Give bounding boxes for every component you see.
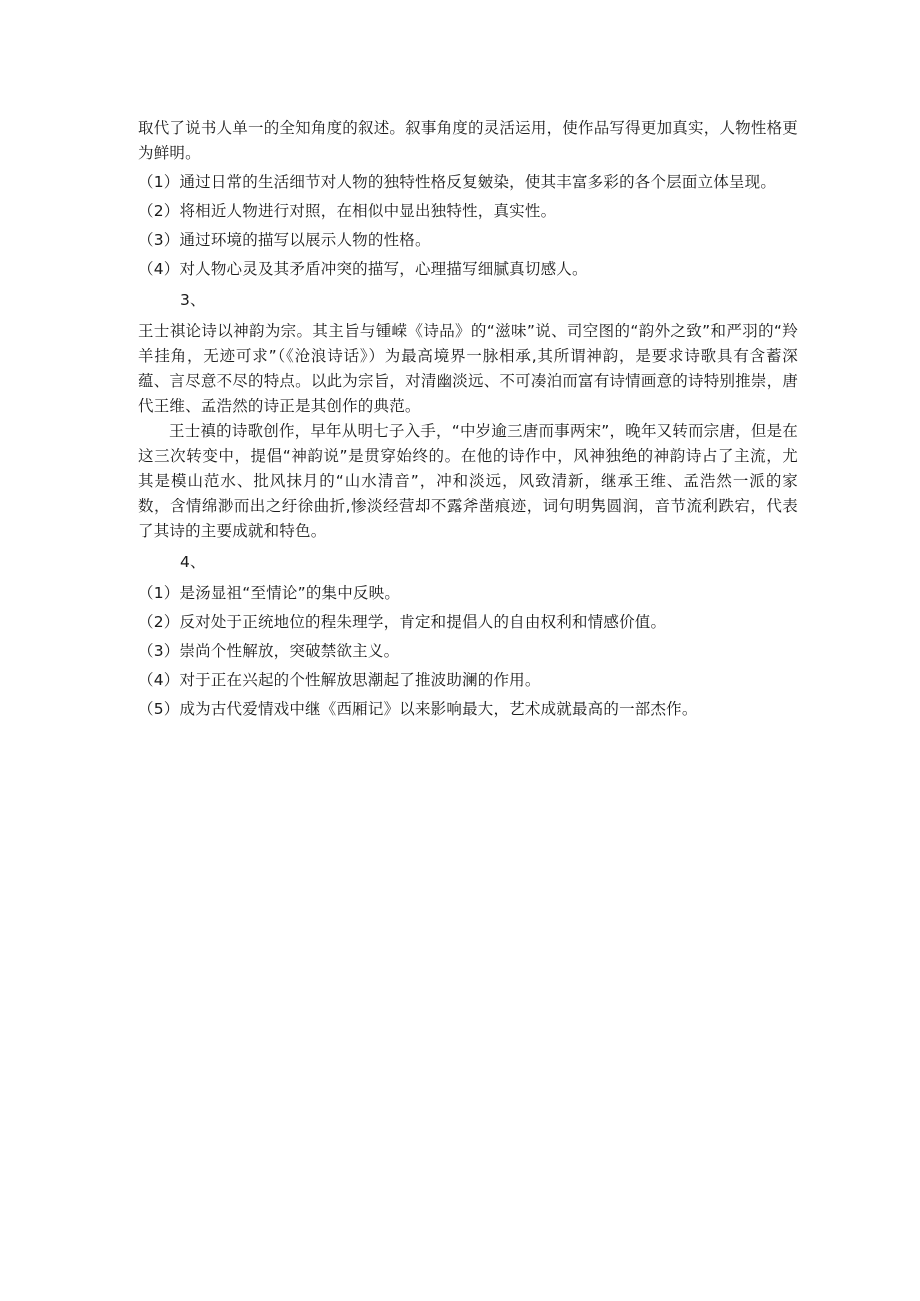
list-item: （3）通过环境的描写以展示人物的性格。 [138,231,431,249]
list-item: （1）通过日常的生活细节对人物的独特性格反复皴染，使其丰富多彩的各个层面立体呈现。 [138,173,777,191]
document-body [138,116,798,722]
list-item: （5）成为古代爱情戏中继《西厢记》以来影响最大，艺术成就最高的一部杰作。 [138,700,698,718]
intro-paragraph: 取代了说书人单一的全知角度的叙述。叙事角度的灵活运用，使作品写得更加真实，人物性格更为鲜明。 [138,119,798,162]
section-3-paragraph-2: 王士禛的诗歌创作，早年从明七子入手，“中岁逾三唐而事两宋”，晚年又转而宗唐，但是在这三次转变中，提倡“神韵说”是贯穿始终的。在他的诗作中，风神独绝的神韵诗占了主流，尤其是模山范水、批风抹月的“山水清音”，冲和淡远，风致清新，继承王维、孟浩然一派的家数，含情绵渺而出之纡徐曲折,惨淡经营却不露斧凿痕迹，词句明隽圆润，音节流利跌宕，代表了其诗的主要成就和特色。 [138,422,798,540]
list-item: （2）反对处于正统地位的程朱理学，肯定和提倡人的自由权利和情感价值。 [138,613,667,631]
list-item: （3）崇尚个性解放，突破禁欲主义。 [138,642,400,660]
list-item: （1）是汤显祖“至情论”的集中反映。 [138,584,401,602]
section-3-number: 3、 [180,291,206,309]
list-item: （4）对于正在兴起的个性解放思潮起了推波助澜的作用。 [138,671,541,689]
list-item: （4）对人物心灵及其矛盾冲突的描写，心理描写细腻真切感人。 [138,260,588,278]
section-4-number: 4、 [180,553,206,571]
section-3-paragraph-1: 王士祺论诗以神韵为宗。其主旨与锺嵘《诗品》的“滋味”说、司空图的“韵外之致”和严羽的“羚羊挂角，无迹可求”（《沧浪诗话》）为最高境界一脉相承,其所谓神韵，是要求诗歌具有含蓄深蕴、言尽意不尽的特点。以此为宗旨，对清幽淡远、不可凑泊而富有诗情画意的诗特别推崇，唐代王维、孟浩然的诗正是其创作的典范。 [138,322,798,415]
list-item: （2）将相近人物进行对照，在相似中显出独特性，真实性。 [138,202,557,220]
